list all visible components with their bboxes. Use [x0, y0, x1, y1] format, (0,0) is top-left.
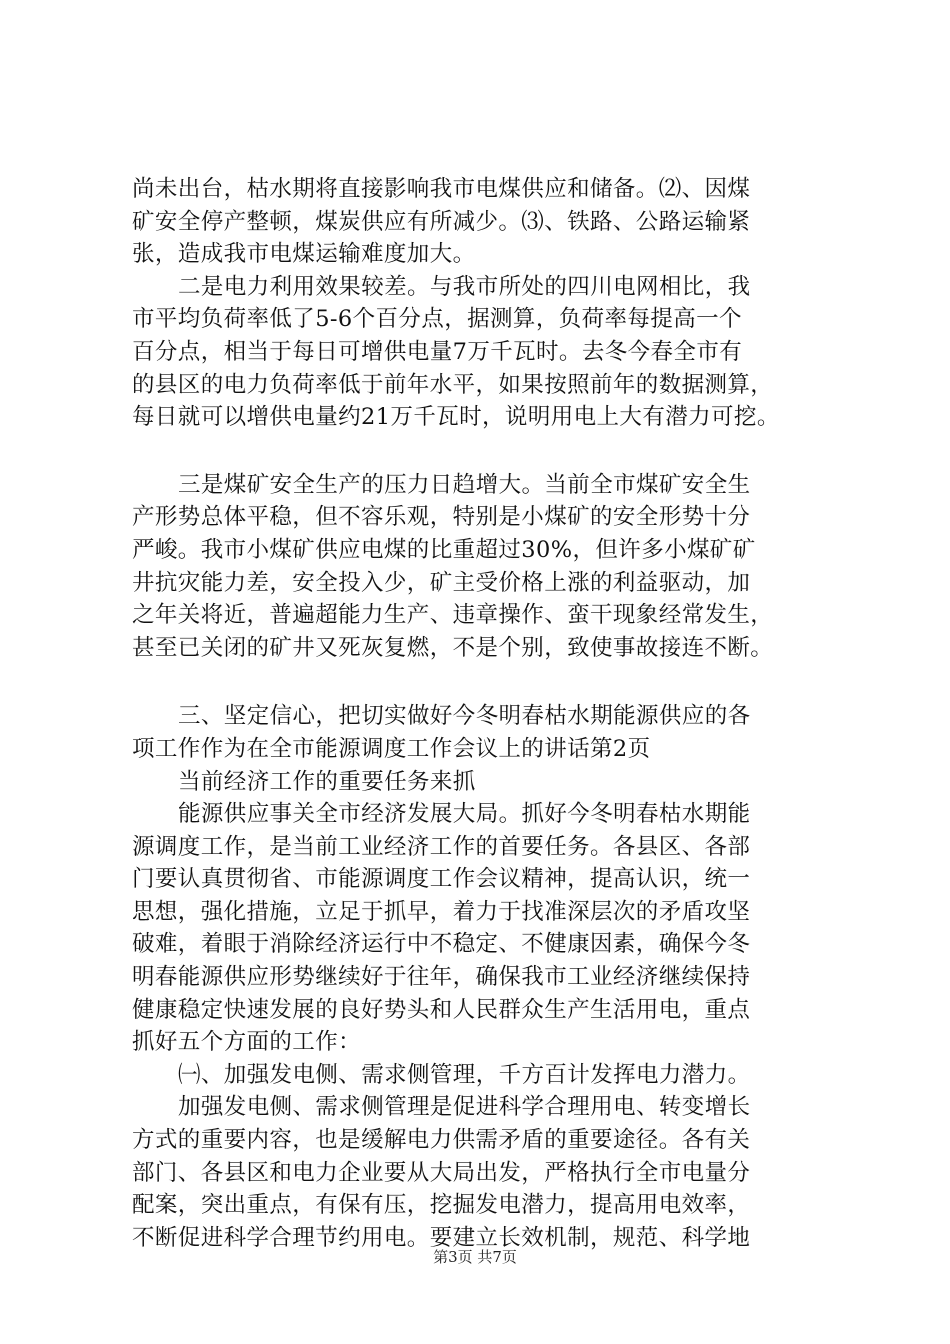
body-line: 部门、各县区和电力企业要从大局出发，严格执行全市电量分: [132, 1159, 751, 1186]
subsection-heading-line: ㈠、加强发电侧、需求侧管理，千方百计发挥电力潜力。: [178, 1061, 751, 1088]
body-line: 抓好五个方面的工作：: [132, 1029, 362, 1056]
body-line: 尚未出台，枯水期将直接影响我市电煤供应和储备。⑵、因煤: [132, 176, 751, 202]
paragraph-start-line: 能源供应事关全市经济发展大局。抓好今冬明春枯水期能: [178, 801, 751, 828]
body-line: 矿安全停产整顿，煤炭供应有所减少。⑶、铁路、公路运输紧: [132, 208, 751, 235]
body-line: 之年关将近，普遍超能力生产、违章操作、蛮干现象经常发生，: [132, 602, 774, 629]
body-line: 每日就可以增供电量约21万千瓦时，说明用电上大有潜力可挖。: [132, 404, 780, 431]
body-line: 张，造成我市电煤运输难度加大。: [132, 241, 476, 268]
body-line: 不断促进科学合理节约用电。要建立长效机制，规范、科学地: [132, 1224, 751, 1251]
body-line: 思想，强化措施，立足于抓早，着力于找准深层次的矛盾攻坚: [132, 898, 751, 925]
body-line: 健康稳定快速发展的良好势头和人民群众生产生活用电，重点: [132, 996, 751, 1023]
body-line: 市平均负荷率低了5-6个百分点，据测算，负荷率每提高一个: [132, 306, 742, 333]
paragraph-gap: [132, 664, 832, 700]
section-heading-line: 当前经济工作的重要任务来抓: [178, 768, 476, 795]
section-heading-line: 三、坚定信心，把切实做好今冬明春枯水期能源供应的各: [178, 703, 751, 730]
page-number-footer: 第3页 共7页: [433, 1248, 517, 1266]
body-line: 配案，突出重点，有保有压，挖掘发电潜力，提高用电效率，: [132, 1192, 751, 1219]
body-line: 产形势总体平稳，但不容乐观，特别是小煤矿的安全形势十分: [132, 504, 751, 531]
document-body: [132, 173, 832, 1254]
body-line: 井抗灾能力差，安全投入少，矿主受价格上涨的利益驱动，加: [132, 569, 751, 596]
body-line: 的县区的电力负荷率低于前年水平，如果按照前年的数据测算，: [132, 371, 774, 398]
paragraph-start-line: 三是煤矿安全生产的压力日趋增大。当前全市煤矿安全生: [178, 471, 751, 498]
paragraph-start-line: 二是电力利用效果较差。与我市所处的四川电网相比，我: [178, 273, 751, 300]
body-line: 方式的重要内容，也是缓解电力供需矛盾的重要途径。各有关: [132, 1127, 751, 1154]
body-line: 源调度工作，是当前工业经济工作的首要任务。各县区、各部: [132, 833, 751, 860]
section-heading-line: 项工作作为在全市能源调度工作会议上的讲话第2页: [132, 735, 651, 762]
body-line: 百分点，相当于每日可增供电量7万千瓦时。去冬今春全市有: [132, 338, 743, 365]
paragraph-start-line: 加强发电侧、需求侧管理是促进科学合理用电、转变增长: [178, 1094, 751, 1121]
body-line: 甚至已关闭的矿井又死灰复燃，不是个别，致使事故接连不断。: [132, 634, 774, 661]
body-line: 严峻。我市小煤矿供应电煤的比重超过30%，但许多小煤矿矿: [132, 536, 756, 563]
body-line: 明春能源供应形势继续好于往年，确保我市工业经济继续保持: [132, 964, 751, 991]
body-line: 门要认真贯彻省、市能源调度工作会议精神，提高认识，统一: [132, 866, 751, 893]
paragraph-gap: [132, 434, 832, 469]
body-line: 破难，着眼于消除经济运行中不稳定、不健康因素，确保今冬: [132, 931, 751, 958]
